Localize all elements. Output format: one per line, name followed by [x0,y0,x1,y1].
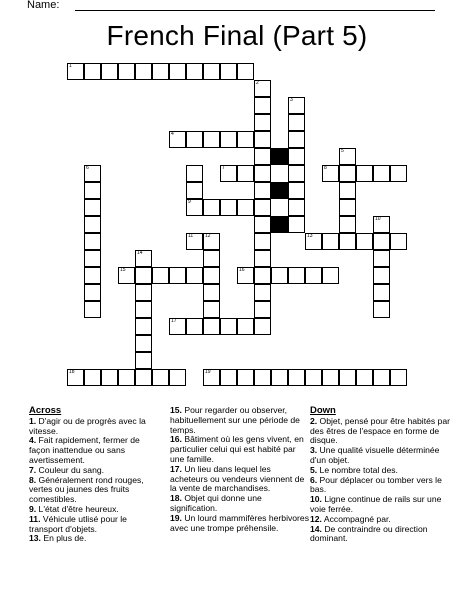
clue-number-label: 5. [310,464,318,475]
grid-cell[interactable] [373,165,390,182]
clue-text: Un lieu dans lequel les acheteurs ou vendeurs viennent de la vente de marchandises. [170,463,305,494]
clue-number: 18 [69,369,75,375]
grid-cell[interactable] [373,250,390,267]
grid-cell[interactable] [203,318,220,335]
grid-cell[interactable] [220,369,237,386]
clue-number-label: 3. [310,445,318,456]
clue-number: 4 [171,131,174,137]
grid-cell[interactable] [135,250,152,267]
grid-cell[interactable] [356,165,373,182]
across-clues [29,406,159,544]
grid-cell[interactable] [84,233,101,250]
grid-cell[interactable] [203,301,220,318]
grid-cell[interactable] [373,216,390,233]
grid-cell[interactable] [288,131,305,148]
grid-cell[interactable] [237,63,254,80]
clue-number-label: 18. [170,493,182,504]
clue-item [310,417,450,446]
grid-cell[interactable] [339,199,356,216]
grid-cell[interactable] [135,284,152,301]
clue-text: Ligne continue de rails sur une voie ferrée. [310,494,442,514]
clue-item [170,514,310,534]
grid-cell[interactable] [271,267,288,284]
clue-number: 1 [69,63,72,69]
clue-number: 10 [375,216,381,222]
grid-cell[interactable] [288,148,305,165]
grid-cell[interactable] [118,267,135,284]
clue-text: Fait rapidement, fermer de façon inattendue ou sans avertissement. [29,435,140,465]
grid-cell[interactable] [254,80,271,97]
clue-item [170,406,310,435]
grid-cell[interactable] [118,63,135,80]
grid-cell[interactable] [118,369,135,386]
clue-number: 2 [256,80,259,86]
grid-cell[interactable] [101,369,118,386]
grid-cell[interactable] [203,369,220,386]
clue-text: Un lourd mammifères herbivores avec une trompe préhensile. [170,512,309,533]
clue-text: De contraindre ou direction dominant. [310,523,428,544]
grid-cell[interactable] [169,267,186,284]
grid-cell[interactable] [67,369,84,386]
grid-cell[interactable] [135,63,152,80]
grid-cell[interactable] [220,318,237,335]
grid-cell[interactable] [390,233,407,250]
clue-text: Généralement rond rouges, vertes ou jaunes des fruits comestibles. [29,474,144,505]
clue-number: 12 [205,233,211,239]
clue-item [310,525,450,545]
down-heading: Down [310,405,336,416]
clue-number: 17 [171,318,177,324]
grid-cell[interactable] [339,233,356,250]
grid-cell[interactable] [254,369,271,386]
clue-text: Accompagné par. [321,513,391,524]
grid-cell[interactable] [84,301,101,318]
grid-cell[interactable] [203,233,220,250]
clue-number-label: 14. [310,523,322,534]
clue-text: D'agir ou de progrès avec la vitesse. [29,415,146,436]
grid-cell[interactable] [84,63,101,80]
grid-cell[interactable] [220,63,237,80]
clue-number: 14 [137,250,143,256]
clue-item [170,465,310,494]
clue-text: L'état d'être heureux. [36,503,119,514]
grid-cell[interactable] [373,369,390,386]
clue-number-label: 1. [29,415,37,426]
blocked-cell [271,148,288,165]
grid-cell[interactable] [288,216,305,233]
grid-cell[interactable] [339,165,356,182]
grid-cell[interactable] [220,165,237,182]
clue-item [170,435,310,464]
clue-item [29,476,159,505]
blocked-cell [271,216,288,233]
clue-number-label: 10. [310,494,322,505]
grid-cell[interactable] [84,284,101,301]
grid-cell[interactable] [254,284,271,301]
grid-cell[interactable] [186,63,203,80]
grid-cell[interactable] [237,131,254,148]
clue-number: 16 [239,267,245,273]
clue-number-label: 12. [310,513,322,524]
clue-number: 7 [222,165,225,171]
grid-cell[interactable] [288,97,305,114]
clue-number-label: 9. [29,503,37,514]
clue-number-label: 17. [170,463,182,474]
grid-cell[interactable] [271,369,288,386]
clue-text: Bâtiment où les gens vivent, en particulier celui qui est habité par une famille. [170,434,304,464]
clue-text: Pour déplacer ou tomber vers le bas. [310,474,442,495]
grid-cell[interactable] [322,233,339,250]
grid-cell[interactable] [305,233,322,250]
grid-cell[interactable] [186,267,203,284]
name-label: Name: [27,0,60,11]
grid-cell[interactable] [288,199,305,216]
clue-number: 6 [86,165,89,171]
clue-number-label: 4. [29,435,37,446]
grid-cell[interactable] [135,301,152,318]
grid-cell[interactable] [322,267,339,284]
clue-item [29,534,159,544]
grid-cell[interactable] [84,165,101,182]
grid-cell[interactable] [288,165,305,182]
grid-cell[interactable] [339,182,356,199]
clue-text: Pour regarder ou observer, habituellement sur une période de temps. [170,405,300,435]
grid-cell[interactable] [254,318,271,335]
grid-cell[interactable] [67,63,84,80]
grid-cell[interactable] [135,352,152,369]
grid-cell[interactable] [288,267,305,284]
grid-cell[interactable] [237,318,254,335]
clue-text: Objet, pensé pour être habités par des êtres de l'espace en forme de disque. [310,415,450,446]
grid-cell[interactable] [254,233,271,250]
grid-cell[interactable] [339,369,356,386]
grid-cell[interactable] [152,63,169,80]
grid-cell[interactable] [322,369,339,386]
grid-cell[interactable] [220,199,237,216]
clue-text: Véhicule utlisé pour le transport d'objets. [29,513,127,534]
grid-cell[interactable] [203,250,220,267]
grid-cell[interactable] [305,267,322,284]
clue-text: En plus de. [40,533,87,544]
grid-cell[interactable] [135,267,152,284]
grid-cell[interactable] [135,335,152,352]
clue-number-label: 8. [29,474,37,485]
clue-text: Une qualité visuelle déterminée d'un objet. [310,445,440,465]
grid-cell[interactable] [339,216,356,233]
grid-cell[interactable] [84,216,101,233]
grid-cell[interactable] [169,131,186,148]
grid-cell[interactable] [305,369,322,386]
clue-number: 8 [324,165,327,171]
clue-number: 9 [188,199,191,205]
grid-cell[interactable] [237,267,254,284]
grid-cell[interactable] [339,148,356,165]
clue-item [170,494,310,514]
grid-cell[interactable] [390,165,407,182]
grid-cell[interactable] [254,267,271,284]
grid-cell[interactable] [373,267,390,284]
clue-text: Couleur du sang. [36,464,105,475]
clue-item [29,515,159,535]
grid-cell[interactable] [254,165,271,182]
grid-cell[interactable] [356,233,373,250]
across-heading: Across [29,405,62,416]
grid-cell[interactable] [373,233,390,250]
grid-cell[interactable] [84,199,101,216]
clue-number: 3 [290,97,293,103]
grid-cell[interactable] [254,199,271,216]
grid-cell[interactable] [186,199,203,216]
clue-item [310,446,450,466]
grid-cell[interactable] [288,369,305,386]
clue-number-label: 2. [310,415,318,426]
grid-cell[interactable] [186,318,203,335]
grid-cell[interactable] [288,114,305,131]
clue-number-label: 13. [29,533,41,544]
grid-cell[interactable] [152,369,169,386]
grid-cell[interactable] [186,131,203,148]
grid-cell[interactable] [254,182,271,199]
grid-cell[interactable] [220,131,237,148]
clue-item [310,495,450,515]
clue-item [29,417,159,437]
grid-cell[interactable] [169,318,186,335]
grid-cell[interactable] [203,131,220,148]
grid-cell[interactable] [186,233,203,250]
grid-cell[interactable] [254,301,271,318]
grid-cell[interactable] [135,369,152,386]
clue-item [310,476,450,496]
grid-cell[interactable] [254,148,271,165]
grid-cell[interactable] [203,63,220,80]
grid-cell[interactable] [101,63,118,80]
grid-cell[interactable] [322,165,339,182]
clue-number-label: 15. [170,405,182,415]
grid-cell[interactable] [169,369,186,386]
clue-number-label: 19. [170,512,182,523]
grid-cell[interactable] [288,182,305,199]
grid-cell[interactable] [84,267,101,284]
grid-cell[interactable] [254,97,271,114]
page-title: French Final (Part 5) [106,20,368,51]
grid-cell[interactable] [237,199,254,216]
grid-cell[interactable] [237,165,254,182]
clue-number-label: 16. [170,434,182,445]
clue-number: 15 [120,267,126,273]
grid-cell[interactable] [356,369,373,386]
clue-number: 11 [188,233,194,239]
clue-number: 19 [205,369,211,375]
grid-cell[interactable] [84,182,101,199]
grid-cell[interactable] [373,284,390,301]
clue-item [29,436,159,465]
grid-cell[interactable] [373,301,390,318]
grid-cell[interactable] [254,216,271,233]
grid-cell[interactable] [203,199,220,216]
grid-cell[interactable] [390,369,407,386]
clue-number: 13 [307,233,313,239]
grid-cell[interactable] [237,369,254,386]
grid-cell[interactable] [135,318,152,335]
grid-cell[interactable] [203,267,220,284]
grid-cell[interactable] [169,63,186,80]
grid-cell[interactable] [152,267,169,284]
clue-number-label: 7. [29,464,37,475]
grid-cell[interactable] [254,131,271,148]
clue-number-label: 6. [310,474,318,485]
grid-cell[interactable] [254,250,271,267]
grid-cell[interactable] [186,182,203,199]
clue-text: Le nombre total des. [317,464,398,475]
grid-cell[interactable] [84,369,101,386]
grid-cell[interactable] [203,284,220,301]
clue-text: Objet qui donne une signification. [170,493,262,513]
grid-cell[interactable] [254,114,271,131]
clue-number: 5 [341,148,344,154]
clue-number-label: 11. [29,513,41,524]
blocked-cell [271,182,288,199]
grid-cell[interactable] [84,250,101,267]
grid-cell[interactable] [186,165,203,182]
down-clues [310,406,450,544]
across-clues-continued [170,406,310,533]
